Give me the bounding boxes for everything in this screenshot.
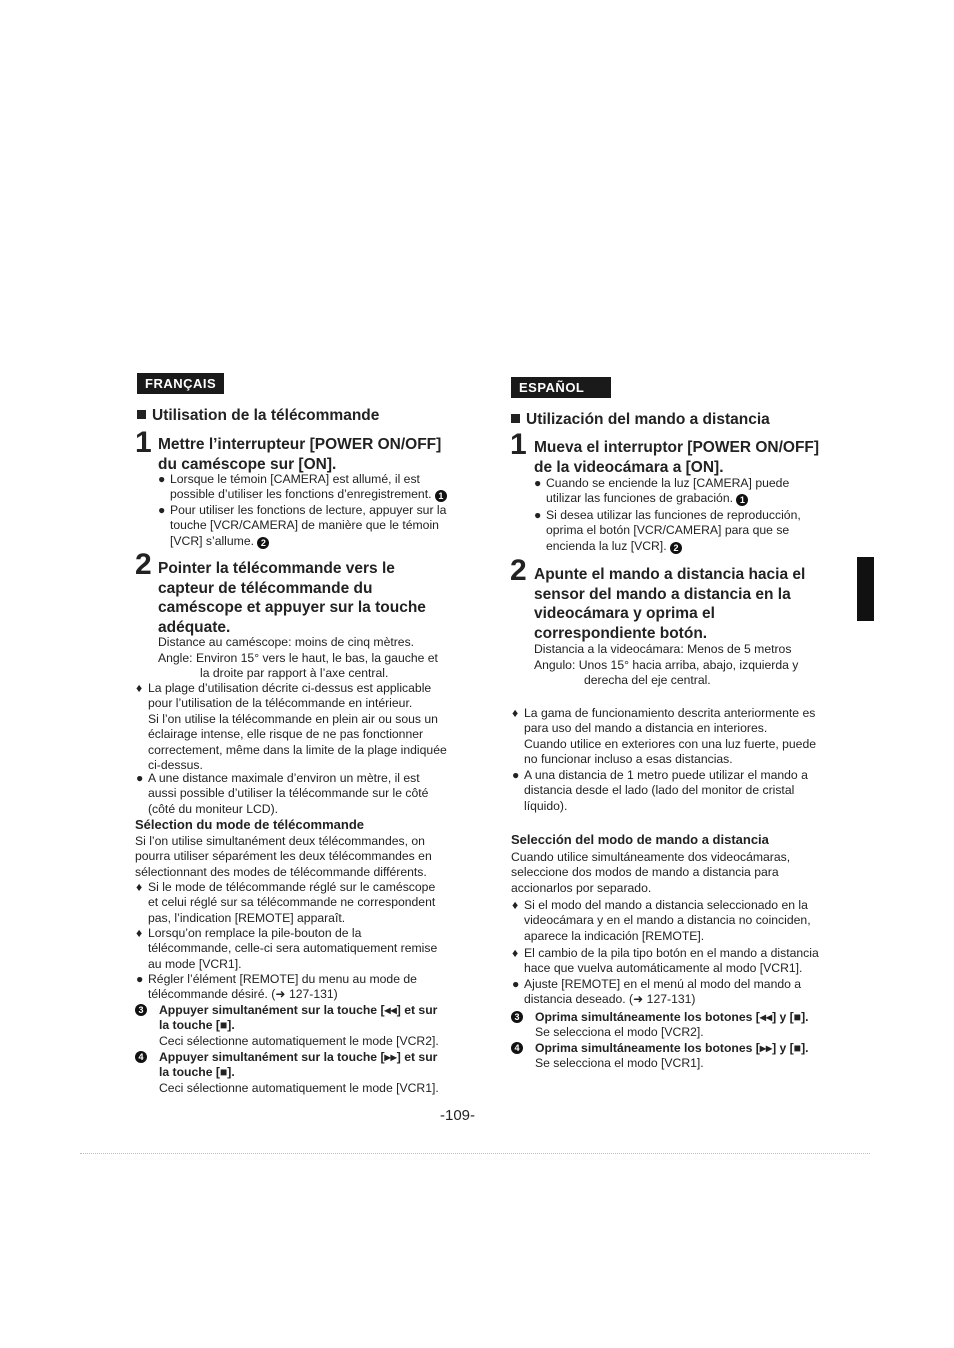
text-line: sélectionnant des modes de télécommande différents. <box>135 864 427 879</box>
sub-intro-fr <box>135 834 432 880</box>
step-title-line: videocámara y oprima el <box>534 605 715 622</box>
text-line: Cuando se enciende la luz [CAMERA] puede <box>546 476 790 490</box>
text-line: Ajuste [REMOTE] en el menú al modo del mando a <box>524 977 802 991</box>
text-line: Appuyer simultanément sur la touche [◂◂] et sur <box>159 1003 438 1017</box>
step-number-1: 1 <box>510 428 527 461</box>
step-title-line: Apunte el mando a distancia hacia el <box>534 566 806 583</box>
text-line: touche [VCR/CAMERA] de manière que le témoin <box>170 518 439 533</box>
step1-title-fr <box>158 435 441 474</box>
text-line: Cuando utilice simultáneamente dos videocámaras, <box>511 850 791 864</box>
text-line: La gama de funcionamiento descrita anteriormente es <box>524 706 816 720</box>
text-line: El cambio de la pila tipo botón en el mando a distancia <box>524 946 819 960</box>
dot-bullet-icon: ● <box>534 476 542 490</box>
text-line: télécommande désiré. (➜ 127-131) <box>148 987 338 1002</box>
text-line: et celui réglé sur sa télécommande ne correspondent <box>148 895 436 910</box>
section-heading-text: Utilización del mando a distancia <box>526 411 770 428</box>
text-line: A una distancia de 1 metro puede utilizar el mando a <box>524 768 808 782</box>
text-line: La plage d’utilisation décrite ci-dessus est applicable <box>148 681 432 695</box>
sub-bullet3-fr <box>136 972 478 1003</box>
text-line: au mode [VCR1]. <box>148 956 242 971</box>
note1-fr <box>136 681 478 773</box>
circled-3-icon: 3 <box>135 1004 147 1016</box>
angle-line1-es: Angulo: Unos 15° hacia arriba, abajo, izquierda y <box>534 658 799 672</box>
sub-bullet1-fr <box>136 880 478 926</box>
circled-2-icon: 2 <box>257 537 269 549</box>
angle-line2-es: derecha del eje central. <box>584 673 711 687</box>
text-line: Se selecciona el modo [VCR2]. <box>535 1025 704 1040</box>
text-line: ci-dessus. <box>148 758 203 773</box>
circle4-es <box>511 1041 865 1072</box>
text-line: Se selecciona el modo [VCR1]. <box>535 1056 704 1071</box>
circle4-fr <box>135 1050 489 1096</box>
step-title-line: Mueva el interruptor [POWER ON/OFF] <box>534 439 820 456</box>
section-heading-es <box>511 411 770 429</box>
sub-bullet3-es <box>512 977 854 1008</box>
text-line: líquido). <box>524 798 568 813</box>
step-title-line: Mettre l’interrupteur [POWER ON/OFF] <box>158 436 442 453</box>
circle3-es <box>511 1010 865 1041</box>
text-line: télécommande, celle-ci sera automatiquement remise <box>148 941 438 956</box>
section-heading-text: Utilisation de la télécommande <box>152 407 380 424</box>
text-line: Si desea utilizar las funciones de reproducción, <box>546 508 801 522</box>
text-line: seleccione dos modos de mando a distancia para <box>511 865 779 880</box>
step-title-line: capteur de télécommande du <box>158 579 373 597</box>
text-line: la touche [■]. <box>159 1018 235 1033</box>
step-number-2: 2 <box>135 548 152 581</box>
step-title-line: du caméscope sur [ON]. <box>158 455 337 473</box>
step-title-line: caméscope et appuyer sur la touche <box>158 599 426 616</box>
sub-intro-es <box>511 850 790 896</box>
language-tag-french: FRANÇAIS <box>137 373 224 394</box>
circled-3-icon: 3 <box>511 1011 523 1023</box>
text-line: oprima el botón [VCR/CAMERA] para que se <box>546 523 790 538</box>
text-line: possible d’utiliser les fonctions d’enregistrement. <box>170 487 432 502</box>
dot-bullet-icon: ● <box>136 771 144 785</box>
square-bullet-icon <box>137 410 146 419</box>
text-line: aparece la indicación [REMOTE]. <box>524 928 705 943</box>
step1-bullet1-fr <box>158 472 480 503</box>
diamond-bullet-icon: ♦ <box>512 946 519 960</box>
text-line: Si l’on utilise la télécommande en plein air ou sous un <box>148 711 438 726</box>
text-line: éclairage intense, elle risque de ne pas fonctionner <box>148 727 424 742</box>
distance-es: Distancia a la videocámara: Menos de 5 metros <box>534 642 792 656</box>
square-bullet-icon <box>511 414 520 423</box>
text-line: pourra utiliser séparément les deux télécommandes en <box>135 849 432 864</box>
text-line: Ceci sélectionne automatiquement le mode [VCR1]. <box>159 1080 439 1095</box>
circled-1-icon: 1 <box>435 490 447 502</box>
step1-bullet2-fr <box>158 503 480 549</box>
text-line: Oprima simultáneamente los botones [◂◂] y [■]. <box>535 1010 809 1024</box>
dot-bullet-icon: ● <box>158 503 166 517</box>
angle-line2-fr: la droite par rapport à l’axe central. <box>200 666 389 680</box>
text-line: Oprima simultáneamente los botones [▸▸] y [■]. <box>535 1041 809 1055</box>
circled-4-icon: 4 <box>511 1042 523 1054</box>
text-line: Cuando utilice en exteriores con una luz fuerte, puede <box>524 736 817 751</box>
text-line: (côté du moniteur LCD). <box>148 801 279 816</box>
text-line: correctement, même dans la limite de la plage indiquée <box>148 742 447 757</box>
diamond-bullet-icon: ♦ <box>512 898 519 912</box>
circled-1-icon: 1 <box>736 494 748 506</box>
note2-fr <box>136 771 478 817</box>
dot-bullet-icon: ● <box>136 972 144 986</box>
dot-bullet-icon: ● <box>512 768 520 782</box>
step-title-line: de la videocámara a [ON]. <box>534 458 724 476</box>
diamond-bullet-icon: ♦ <box>512 706 519 720</box>
text-line: Lorsqu’on remplace la pile-bouton de la <box>148 926 362 940</box>
text-line: utilizar las funciones de grabación. <box>546 491 733 506</box>
step1-title-es <box>534 438 819 477</box>
step-title-line: Pointer la télécommande vers le <box>158 560 395 577</box>
text-line: [VCR] s’allume. <box>170 533 254 548</box>
text-line: accionarlos por separado. <box>511 880 652 895</box>
text-line: Si el modo del mando a distancia seleccionado en la <box>524 898 808 912</box>
text-line: Régler l’élément [REMOTE] du menu au mode de <box>148 972 417 986</box>
footer-divider <box>80 1153 870 1154</box>
text-line: pour l’utilisation de la télécommande en intérieur. <box>148 696 413 711</box>
circled-2-icon: 2 <box>670 542 682 554</box>
text-line: encienda la luz [VCR]. <box>546 538 667 553</box>
text-line: Appuyer simultanément sur la touche [▸▸] et sur <box>159 1050 438 1064</box>
step-title-line: sensor del mando a distancia en la <box>534 585 791 603</box>
page-number: -109- <box>440 1107 476 1124</box>
distance-fr: Distance au caméscope: moins de cinq mètres. <box>158 635 415 649</box>
step2-title-es <box>534 565 805 643</box>
sub-bullet2-fr <box>136 926 478 972</box>
step-title-line: correspondiente botón. <box>534 624 708 642</box>
circle3-fr <box>135 1003 489 1049</box>
step-number-1: 1 <box>135 426 152 459</box>
sub-bullet1-es <box>512 898 854 944</box>
text-line: hace que vuelva automáticamente al modo [VCR1]. <box>524 961 803 976</box>
text-line: Lorsque le témoin [CAMERA] est allumé, il est <box>170 472 420 486</box>
text-line: la touche [■]. <box>159 1065 235 1080</box>
angle-line1-fr: Angle: Environ 15° vers le haut, le bas, la gauche et <box>158 651 438 665</box>
dot-bullet-icon: ● <box>158 472 166 486</box>
note1-es <box>512 706 854 768</box>
text-line: distancia desde el lado (lado del monitor de cristal <box>524 783 795 798</box>
text-line: Ceci sélectionne automatiquement le mode [VCR2]. <box>159 1033 439 1048</box>
dot-bullet-icon: ● <box>534 508 542 522</box>
dot-bullet-icon: ● <box>512 977 520 991</box>
sub-bullet2-es <box>512 946 854 977</box>
text-line: distancia deseado. (➜ 127-131) <box>524 992 696 1007</box>
diamond-bullet-icon: ♦ <box>136 681 143 695</box>
text-line: Pour utiliser les fonctions de lecture, appuyer sur la <box>170 503 447 517</box>
step1-bullet2-es <box>534 508 846 554</box>
sub-heading-fr: Sélection du mode de télécommande <box>135 817 364 832</box>
text-line: videocámara y en el mando a distancia no coinciden, <box>524 913 811 928</box>
text-line: no funcionar incluso a esas distancias. <box>524 752 733 767</box>
diamond-bullet-icon: ♦ <box>136 880 143 894</box>
sub-heading-es: Selección del modo de mando a distancia <box>511 832 769 847</box>
chapter-side-tab <box>857 557 874 621</box>
text-line: A une distance maximale d’environ un mètre, il est <box>148 771 420 785</box>
text-line: Si l’on utilise simultanément deux télécommandes, on <box>135 834 425 848</box>
language-tag-spanish: ESPAÑOL <box>511 377 611 398</box>
text-line: para uso del mando a distancia en interiores. <box>524 721 768 736</box>
text-line: aussi possible d’utiliser la télécommande sur le côté <box>148 786 429 801</box>
text-line: pas, l’indication [REMOTE] apparaît. <box>148 910 346 925</box>
circled-4-icon: 4 <box>135 1051 147 1063</box>
note2-es <box>512 768 854 814</box>
section-heading-fr <box>137 407 379 425</box>
step-number-2: 2 <box>510 554 527 587</box>
diamond-bullet-icon: ♦ <box>136 926 143 940</box>
step2-title-fr <box>158 559 426 637</box>
text-line: Si le mode de télécommande réglé sur le caméscope <box>148 880 436 894</box>
step1-bullet1-es <box>534 476 846 507</box>
step-title-line: adéquate. <box>158 618 231 636</box>
